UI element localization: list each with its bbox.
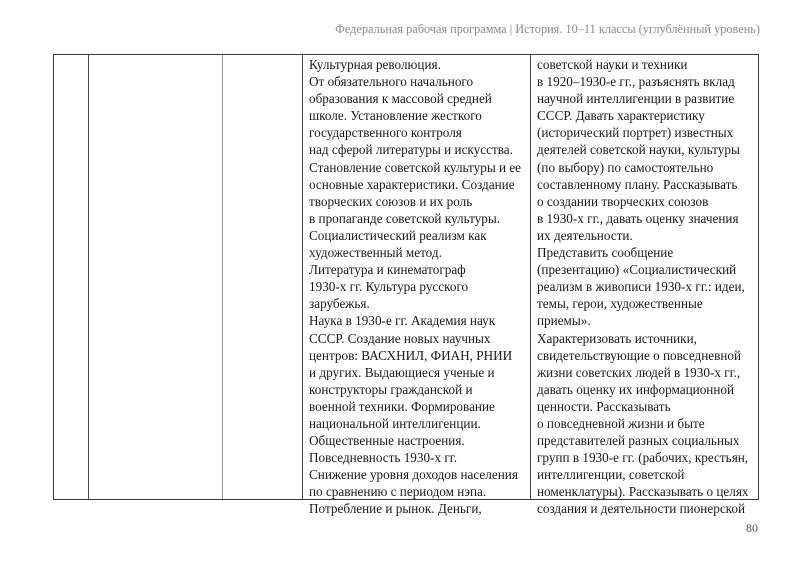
text-line: СССР. Давать характеристику [537,108,705,124]
activities-text [537,56,758,518]
text-line: Социалистический реализм как [309,227,487,243]
text-line: От обязательного начального [309,74,474,90]
text-line: военной техники. Формирование [309,398,495,414]
page-number: 80 [746,521,758,535]
table-cell-content [303,55,531,517]
text-line: Становление советской культуры и ее [309,159,522,175]
text-line: основные характеристики. Создание [309,176,515,192]
text-line: в 1930-х гг., давать оценку значения [537,210,739,226]
table-cell-topic [89,55,223,499]
text-line: СССР. Создание новых научных [309,330,491,346]
text-line: (исторический портрет) известных [537,125,734,141]
text-line: интеллигенции, советской [537,467,685,483]
text-line: зарубежья. [309,296,370,312]
text-line: Литература и кинематограф [309,262,466,278]
table-cell-number [54,55,89,499]
text-line: приемы». [537,313,591,329]
text-line: в пропаганде советской культуры. [309,210,501,226]
text-line: научной интеллигенции в развитие [537,91,735,107]
text-line: Общественные настроения. [309,433,465,449]
text-line: деятелей советской науки, культуры [537,142,740,158]
text-line: давать оценку их информационной [537,381,735,397]
text-line: 1930-х гг. Культура русского [309,279,469,295]
text-line: в 1920–1930-е гг., разъяснять вклад [537,74,735,90]
text-line: Характеризовать источники, [537,330,697,346]
text-line: Культурная революция. [309,57,441,72]
text-line: по сравнению с периодом нэпа. [309,484,487,500]
text-line: советской науки и техники [537,57,688,72]
text-line: Снижение уровня доходов населения [309,467,518,483]
text-line: темы, герои, художественные [537,296,703,312]
table-cell-hours [223,55,303,499]
text-line: реализм в живописи 1930-х гг.: идеи, [537,279,745,295]
text-line: Наука в 1930-е гг. Академия наук [309,313,496,329]
text-line: свидетельствующие о повседневной [537,347,742,363]
text-line: представителей разных социальных [537,433,740,449]
text-line: составленному плану. Рассказывать [537,176,738,192]
text-line: центров: ВАСХНИЛ, ФИАН, РНИИ [309,347,513,363]
text-line: номенклатуры). Рассказывать о целях [537,484,749,500]
text-line: Потребление и рынок. Деньги, [309,501,482,517]
text-line: государственного контроля [309,125,462,141]
text-line: Представить сообщение [537,245,674,261]
text-line: жизни советских людей в 1930-х гг., [537,364,741,380]
text-line: конструкторы гражданской и [309,381,473,397]
text-line: (презентацию) «Социалистический [537,262,737,278]
content-text [309,56,530,518]
text-line: создания и деятельности пионерской [537,501,746,517]
text-line: образования к массовой средней [309,91,492,107]
text-line: творческих союзов и их роль [309,193,473,209]
text-line: школе. Установление жесткого [309,108,482,124]
text-line: национальной интеллигенции. [309,415,481,431]
text-line: ценности. Рассказывать [537,398,671,414]
text-line: их деятельности. [537,227,633,243]
text-line: Повседневность 1930-х гг. [309,450,457,466]
curriculum-table [53,54,759,517]
text-line: групп в 1930-е гг. (рабочих, крестьян, [537,450,749,466]
text-line: о создании творческих союзов [537,193,709,209]
table-cell-activities [531,55,758,517]
text-line: художественный метод. [309,245,442,261]
text-line: и других. Выдающиеся ученые и [309,364,495,380]
text-line: о повседневной жизни и быте [537,415,705,431]
running-header: Федеральная рабочая программа | История. 10–11 классы (углублённый уровень) [335,22,760,36]
text-line: над сферой литературы и искусства. [309,142,513,158]
text-line: (по выбору) по самостоятельно [537,159,714,175]
